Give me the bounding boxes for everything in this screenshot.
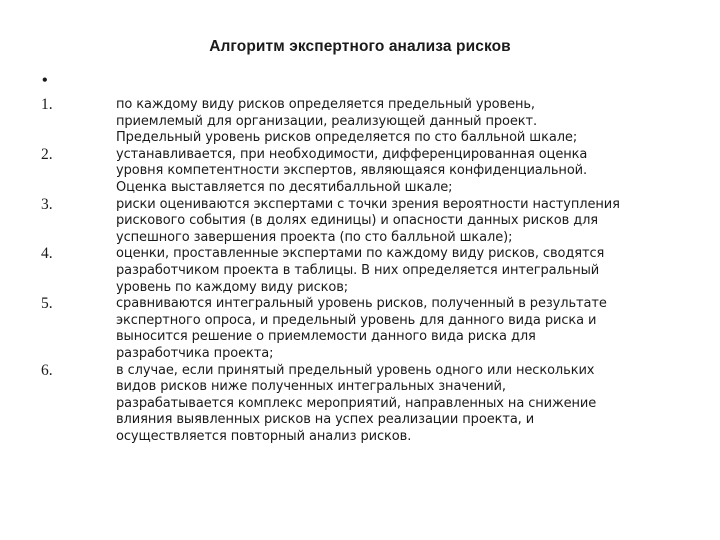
bullet-mark: •: [42, 72, 48, 89]
item-text-line: сравниваются интегральный уровень рисков, полученный в результате: [116, 296, 607, 312]
item-text: [116, 246, 676, 296]
item-text-line: успешного завершения проекта (по сто балльной шкале);: [116, 229, 513, 245]
list-item: [0, 296, 720, 362]
item-number: 5.: [41, 295, 53, 313]
slide-title: Алгоритм экспертного анализа рисков: [209, 38, 511, 55]
item-text-line: по каждому виду рисков определяется предельный уровень,: [116, 97, 535, 112]
list-item: [0, 246, 720, 296]
item-text-line: влияния выявленных рисков на успех реализации проекта, и: [116, 412, 535, 428]
item-text-line: в случае, если принятый предельный уровень одного или нескольких: [116, 362, 595, 378]
item-text-line: риски оцениваются экспертами с точки зрения вероятности наступления: [116, 196, 620, 212]
item-text-line: рискового события (в долях единицы) и опасности данных рисков для: [116, 213, 599, 229]
item-text-line: видов рисков ниже полученных интегральных значений,: [116, 379, 506, 395]
list-item: [0, 197, 720, 247]
item-number: 2.: [41, 145, 53, 163]
item-text-line: выносится решение о приемлемости данного вида риска для: [116, 329, 536, 345]
item-text-line: экспертного опроса, и предельный уровень для данного вида риска и: [116, 312, 597, 328]
item-text-line: разработчиком проекта в таблицы. В них определяется интегральный: [116, 262, 600, 278]
list-item: [0, 147, 720, 197]
list-item: [0, 97, 720, 147]
item-text-line: осуществляется повторный анализ рисков.: [116, 428, 412, 444]
item-number: 1.: [41, 96, 53, 113]
item-text-line: оценки, проставленные экспертами по каждому виду рисков, сводятся: [116, 246, 605, 262]
item-text-line: разработчика проекта;: [116, 345, 274, 361]
item-number: 6.: [41, 361, 53, 379]
item-text: [116, 97, 676, 147]
item-text-line: уровня компетентности экспертов, являющаяся конфиденциальной.: [116, 163, 588, 179]
numbered-list: [0, 97, 720, 445]
item-text: [116, 363, 676, 446]
item-text-line: разрабатывается комплекс мероприятий, направленных на снижение: [116, 395, 597, 411]
list-item: [0, 363, 720, 446]
item-text-line: Оценка выставляется по десятибалльной шкале;: [116, 179, 453, 195]
item-text: [116, 197, 676, 247]
item-number: 3.: [41, 195, 53, 213]
item-text-line: уровень по каждому виду рисков;: [116, 279, 349, 295]
item-text-line: Предельный уровень рисков определяется по сто балльной шкале;: [116, 130, 578, 146]
item-number: 4.: [41, 245, 53, 263]
item-text: [116, 296, 676, 362]
item-text-line: приемлемый для организации, реализующей данный проект.: [116, 113, 538, 129]
item-text-line: устанавливается, при необходимости, дифференцированная оценка: [116, 146, 588, 162]
item-text: [116, 147, 676, 197]
